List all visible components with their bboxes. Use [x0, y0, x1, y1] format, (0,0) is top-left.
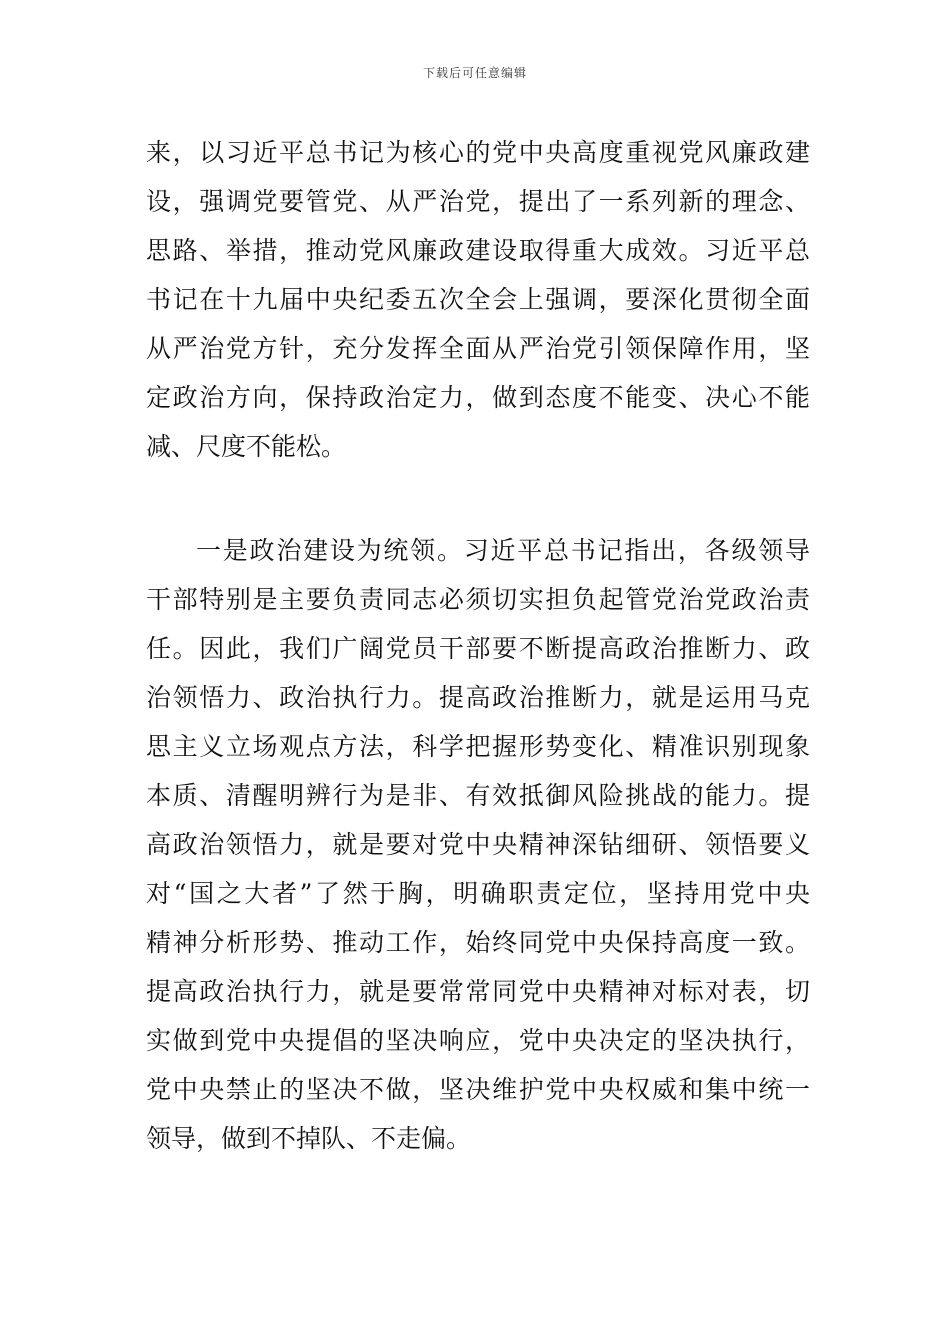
text-line: 书记在十九届中央纪委五次全会上强调，要深化贯彻全面 — [146, 285, 810, 314]
text-line: 高政治领悟力，就是要对党中央精神深钻细研、领悟要义 — [146, 830, 810, 859]
paragraph-2 — [146, 526, 810, 1163]
text-line: 任。因此，我们广阔党员干部要不断提高政治推断力、政 — [146, 634, 810, 663]
text-line: 来，以习近平总书记为核心的党中央高度重视党风廉政建 — [146, 138, 810, 167]
text-line: 一是政治建设为统领。习近平总书记指出，各级领导 — [196, 536, 810, 565]
text-line: 提高政治执行力，就是要常常同党中央精神对标对表，切 — [146, 977, 810, 1006]
text-line: 定政治方向，保持政治定力，做到态度不能变、决心不能 — [146, 383, 810, 412]
text-line: 减、尺度不能松。 — [146, 432, 347, 461]
text-line: 设，强调党要管党、从严治党，提出了一系列新的理念、 — [146, 187, 810, 216]
text-line: 党中央禁止的坚决不做，坚决维护党中央权威和集中统一 — [146, 1075, 810, 1104]
text-line: 实做到党中央提倡的坚决响应，党中央决定的坚决执行， — [146, 1026, 810, 1055]
text-line: 领导，做到不掉队、不走偏。 — [146, 1124, 472, 1153]
text-line: 从严治党方针，充分发挥全面从严治党引领保障作用，坚 — [146, 334, 810, 363]
text-line: 干部特别是主要负责同志必须切实担负起管党治党政治责 — [146, 585, 810, 614]
text-line: 对“国之大者”了然于胸，明确职责定位，坚持用党中央 — [146, 879, 810, 908]
text-line: 思主义立场观点方法，科学把握形势变化、精准识别现象 — [146, 732, 810, 761]
page-header: 下载后可任意编辑 — [422, 66, 527, 80]
text-line: 精神分析形势、推动工作，始终同党中央保持高度一致。 — [146, 928, 810, 957]
text-line: 治领悟力、政治执行力。提高政治推断力，就是运用马克 — [146, 683, 810, 712]
text-line: 思路、举措，推动党风廉政建设取得重大成效。习近平总 — [146, 236, 810, 265]
paragraph-1 — [146, 128, 810, 471]
text-line: 本质、清醒明辨行为是非、有效抵御风险挑战的能力。提 — [146, 781, 810, 810]
